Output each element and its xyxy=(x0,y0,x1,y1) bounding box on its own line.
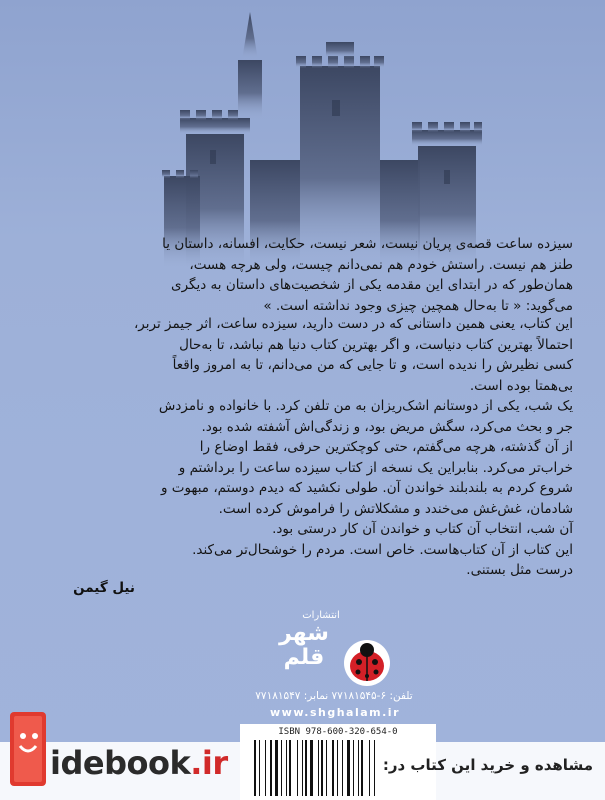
barcode-bar xyxy=(275,740,278,796)
body-text xyxy=(33,314,573,581)
barcode-bar xyxy=(332,740,334,796)
barcode-bar xyxy=(358,740,359,796)
barcode-bar xyxy=(318,740,319,796)
watermark-cta: مشاهده و خرید این کتاب در: xyxy=(382,756,593,774)
castle-illustration xyxy=(150,0,510,270)
barcode-bar xyxy=(337,740,338,796)
watermark-logo[interactable] xyxy=(50,744,228,782)
author-name: نیل گیمن xyxy=(73,580,135,596)
barcode-bar xyxy=(353,740,354,796)
publisher-phone: تلفن: ۶-۷۷۱۸۱۵۴۵ نمابر: ۷۷۱۸۱۵۴۷ xyxy=(255,690,413,702)
body-line: احتمالاً بهترین کتاب دنیاست، و اگر بهترین کتاب دنیا هم نباشد، تا به‌حال xyxy=(179,336,573,353)
barcode-bar xyxy=(321,740,323,796)
barcode-bar xyxy=(286,740,287,796)
barcode-bar xyxy=(305,740,307,796)
body-line: درست مثل بستنی. xyxy=(466,562,573,578)
body-line: کسی نظیرش را ندیده است، و تا جایی که من می‌دانم، تا به امروز واقعاً xyxy=(172,357,573,373)
publisher-name: شهر قلم xyxy=(279,621,329,670)
barcode-bar xyxy=(265,740,266,796)
barcode-bar xyxy=(302,740,303,796)
watermark-word: idebook xyxy=(50,744,191,782)
barcode-bar xyxy=(297,740,298,796)
barcode-bar xyxy=(347,740,350,796)
intro-line: می‌گوید: « تا به‌حال همچین چیزی وجود نداشته است. » xyxy=(263,297,573,314)
barcode-bar xyxy=(281,740,282,796)
barcode-bar xyxy=(259,740,260,796)
body-line: آن شب، انتخاب آن کتاب و خواندن آن کار درستی بود. xyxy=(272,521,573,537)
body-line: شادمان، غش‌غش می‌خندد و مشکلاتش را فراموش کرده است. xyxy=(218,500,573,517)
barcode-bar xyxy=(342,740,343,796)
barcode-bar xyxy=(289,740,291,796)
barcode-bar xyxy=(374,740,375,796)
body-line: یک شب، یکی از دوستانم اشک‌ریزان به من تلفن کرد. با خانواده و نامزدش xyxy=(158,398,573,414)
intro-paragraph xyxy=(33,234,573,316)
isbn-text: ISBN 978-600-320-654-0 xyxy=(278,727,398,737)
body-line: خراب‌تر می‌کرد. بنابراین یک نسخه از کتاب سیزده ساعت را برداشتم و xyxy=(178,459,573,476)
body-line: بی‌همتا بوده است. xyxy=(469,377,573,394)
watermark-tld: .ir xyxy=(190,744,228,782)
intro-line: طنز هم نیست. راستش خودم هم نمی‌دانم چیست، ولی هرچه هست، xyxy=(189,256,573,273)
intro-line: همان‌طور که در ابتدای این مقدمه یکی از شخصیت‌های داستان به دیگری xyxy=(171,277,573,293)
idebook-book-icon xyxy=(6,710,50,788)
body-line: جر و بحث می‌کرد، سگش مریض بود، و زندگی‌اش آشفته شده بود. xyxy=(201,418,573,435)
barcode-bar xyxy=(369,740,370,796)
body-line: شروع کردم به بلندبلند خواندن آن. طولی نکشید که دیدم دوستم، مبهوت و xyxy=(161,480,573,496)
body-line: این کتاب از آن کتاب‌هاست. خاص است. مردم را خوشحال‌تر می‌کند. xyxy=(192,541,573,558)
publisher-website: www.shghalam.ir xyxy=(270,706,400,719)
publisher-label: انتشارات xyxy=(302,610,340,621)
barcode-bar xyxy=(270,740,272,796)
barcode-bar xyxy=(361,740,363,796)
body-line: از آن گذشته، هرچه می‌گفتم، حتی کوچکترین حرفی، فقط اوضاع را xyxy=(199,439,573,455)
intro-line: سیزده ساعت قصه‌ی پریان نیست، شعر نیست، حکایت، افسانه، داستان یا xyxy=(162,236,573,252)
barcode-bar xyxy=(326,740,327,796)
barcode-bar xyxy=(254,740,256,796)
barcode-bar xyxy=(310,740,313,796)
body-line: این کتاب، یعنی همین داستانی که در دست دارید، سیزده ساعت، اثر جیمز تربر، xyxy=(133,316,573,332)
ladybug-logo-icon xyxy=(342,638,392,688)
